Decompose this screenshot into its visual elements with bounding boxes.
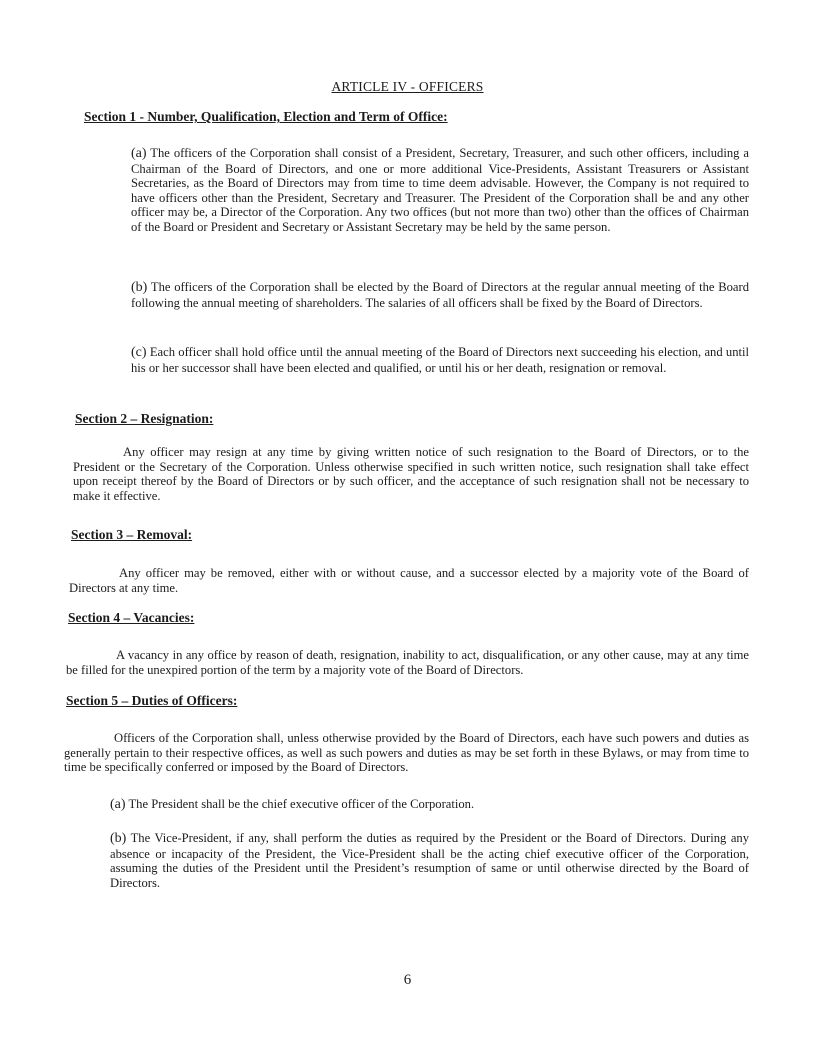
paragraph-label: (a) [131, 146, 147, 161]
section-4-heading: Section 4 – Vacancies: [68, 610, 195, 625]
page-number: 6 [403, 972, 412, 988]
section-5-paragraph-a [110, 797, 749, 813]
paragraph-label: (b) [131, 280, 148, 295]
section-1-paragraph-a [131, 146, 749, 234]
section-2-heading: Section 2 – Resignation: [75, 411, 214, 426]
paragraph-label: (c) [131, 345, 147, 360]
article-title: ARTICLE IV - OFFICERS [331, 79, 484, 94]
section-1-paragraph-c [131, 345, 749, 375]
section-1-paragraph-b [131, 280, 749, 310]
paragraph-text: The officers of the Corporation shall consist of a President, Secretary, Treasurer, and such other officers, including a Chairman of the Board of Directors, and one or more additional Vice-Presidents, Assistant Treasurers or Assistant Secretaries, as the Board of Directors may from time to time deem advisable. However, the Company is not required to have officers other than the President, Secretary and Treasurer. The President of the Corporation shall be and any other officer may be, a Director of the Corporation. Any two offices (but not more than two) other than the offices of Chairman of the Board or President and Secretary or Assistant Secretary may be held by the same person. [131, 146, 749, 234]
paragraph-label: (b) [110, 831, 127, 846]
paragraph-text: The officers of the Corporation shall be elected by the Board of Directors at the regular annual meeting of the Board following the annual meeting of shareholders. The salaries of all officers shall be fixed by the Board of Directors. [131, 280, 750, 310]
section-3-heading: Section 3 – Removal: [71, 527, 193, 542]
section-5-text: Officers of the Corporation shall, unless otherwise provided by the Board of Directors, each have such powers and duties as generally pertain to their respective offices, as well as such powers and duties as may be set forth in these Bylaws, or may from time to time be specifically conferred or imposed by the Board of Directors. [64, 731, 749, 774]
paragraph-label: (a) [110, 797, 126, 812]
section-5-heading: Section 5 – Duties of Officers: [66, 693, 238, 708]
section-4-text: A vacancy in any office by reason of death, resignation, inability to act, disqualification, or any other cause, may at any time be filled for the unexpired portion of the term by a majority vote of the Board of Directors. [66, 648, 749, 677]
section-3-text: Any officer may be removed, either with or without cause, and a successor elected by a majority vote of the Board of Directors at any time. [69, 566, 749, 595]
paragraph-text: The Vice-President, if any, shall perform the duties as required by the President or the Board of Directors. During any absence or incapacity of the President, the Vice-President shall be the acting chief executive officer of the Corporation, assuming the duties of the President until the President’s resumption of same or until otherwise directed by the Board of Directors. [110, 831, 750, 890]
paragraph-text: Each officer shall hold office until the annual meeting of the Board of Directors next succeeding his election, and until his or her successor shall have been elected and qualified, or until his or her death, resignation or removal. [131, 345, 749, 375]
section-1-heading: Section 1 - Number, Qualification, Election and Term of Office: [84, 109, 448, 124]
paragraph-text: The President shall be the chief executive officer of the Corporation. [128, 797, 475, 811]
section-2-text: Any officer may resign at any time by giving written notice of such resignation to the Board of Directors, or to the President or the Secretary of the Corporation. Unless otherwise specified in such written notice, such resignation shall take effect upon receipt thereof by the Board of Directors or by such officer, and the acceptance of such resignation shall not be necessary to make it effective. [73, 445, 749, 503]
section-5-paragraph-b [110, 831, 749, 890]
